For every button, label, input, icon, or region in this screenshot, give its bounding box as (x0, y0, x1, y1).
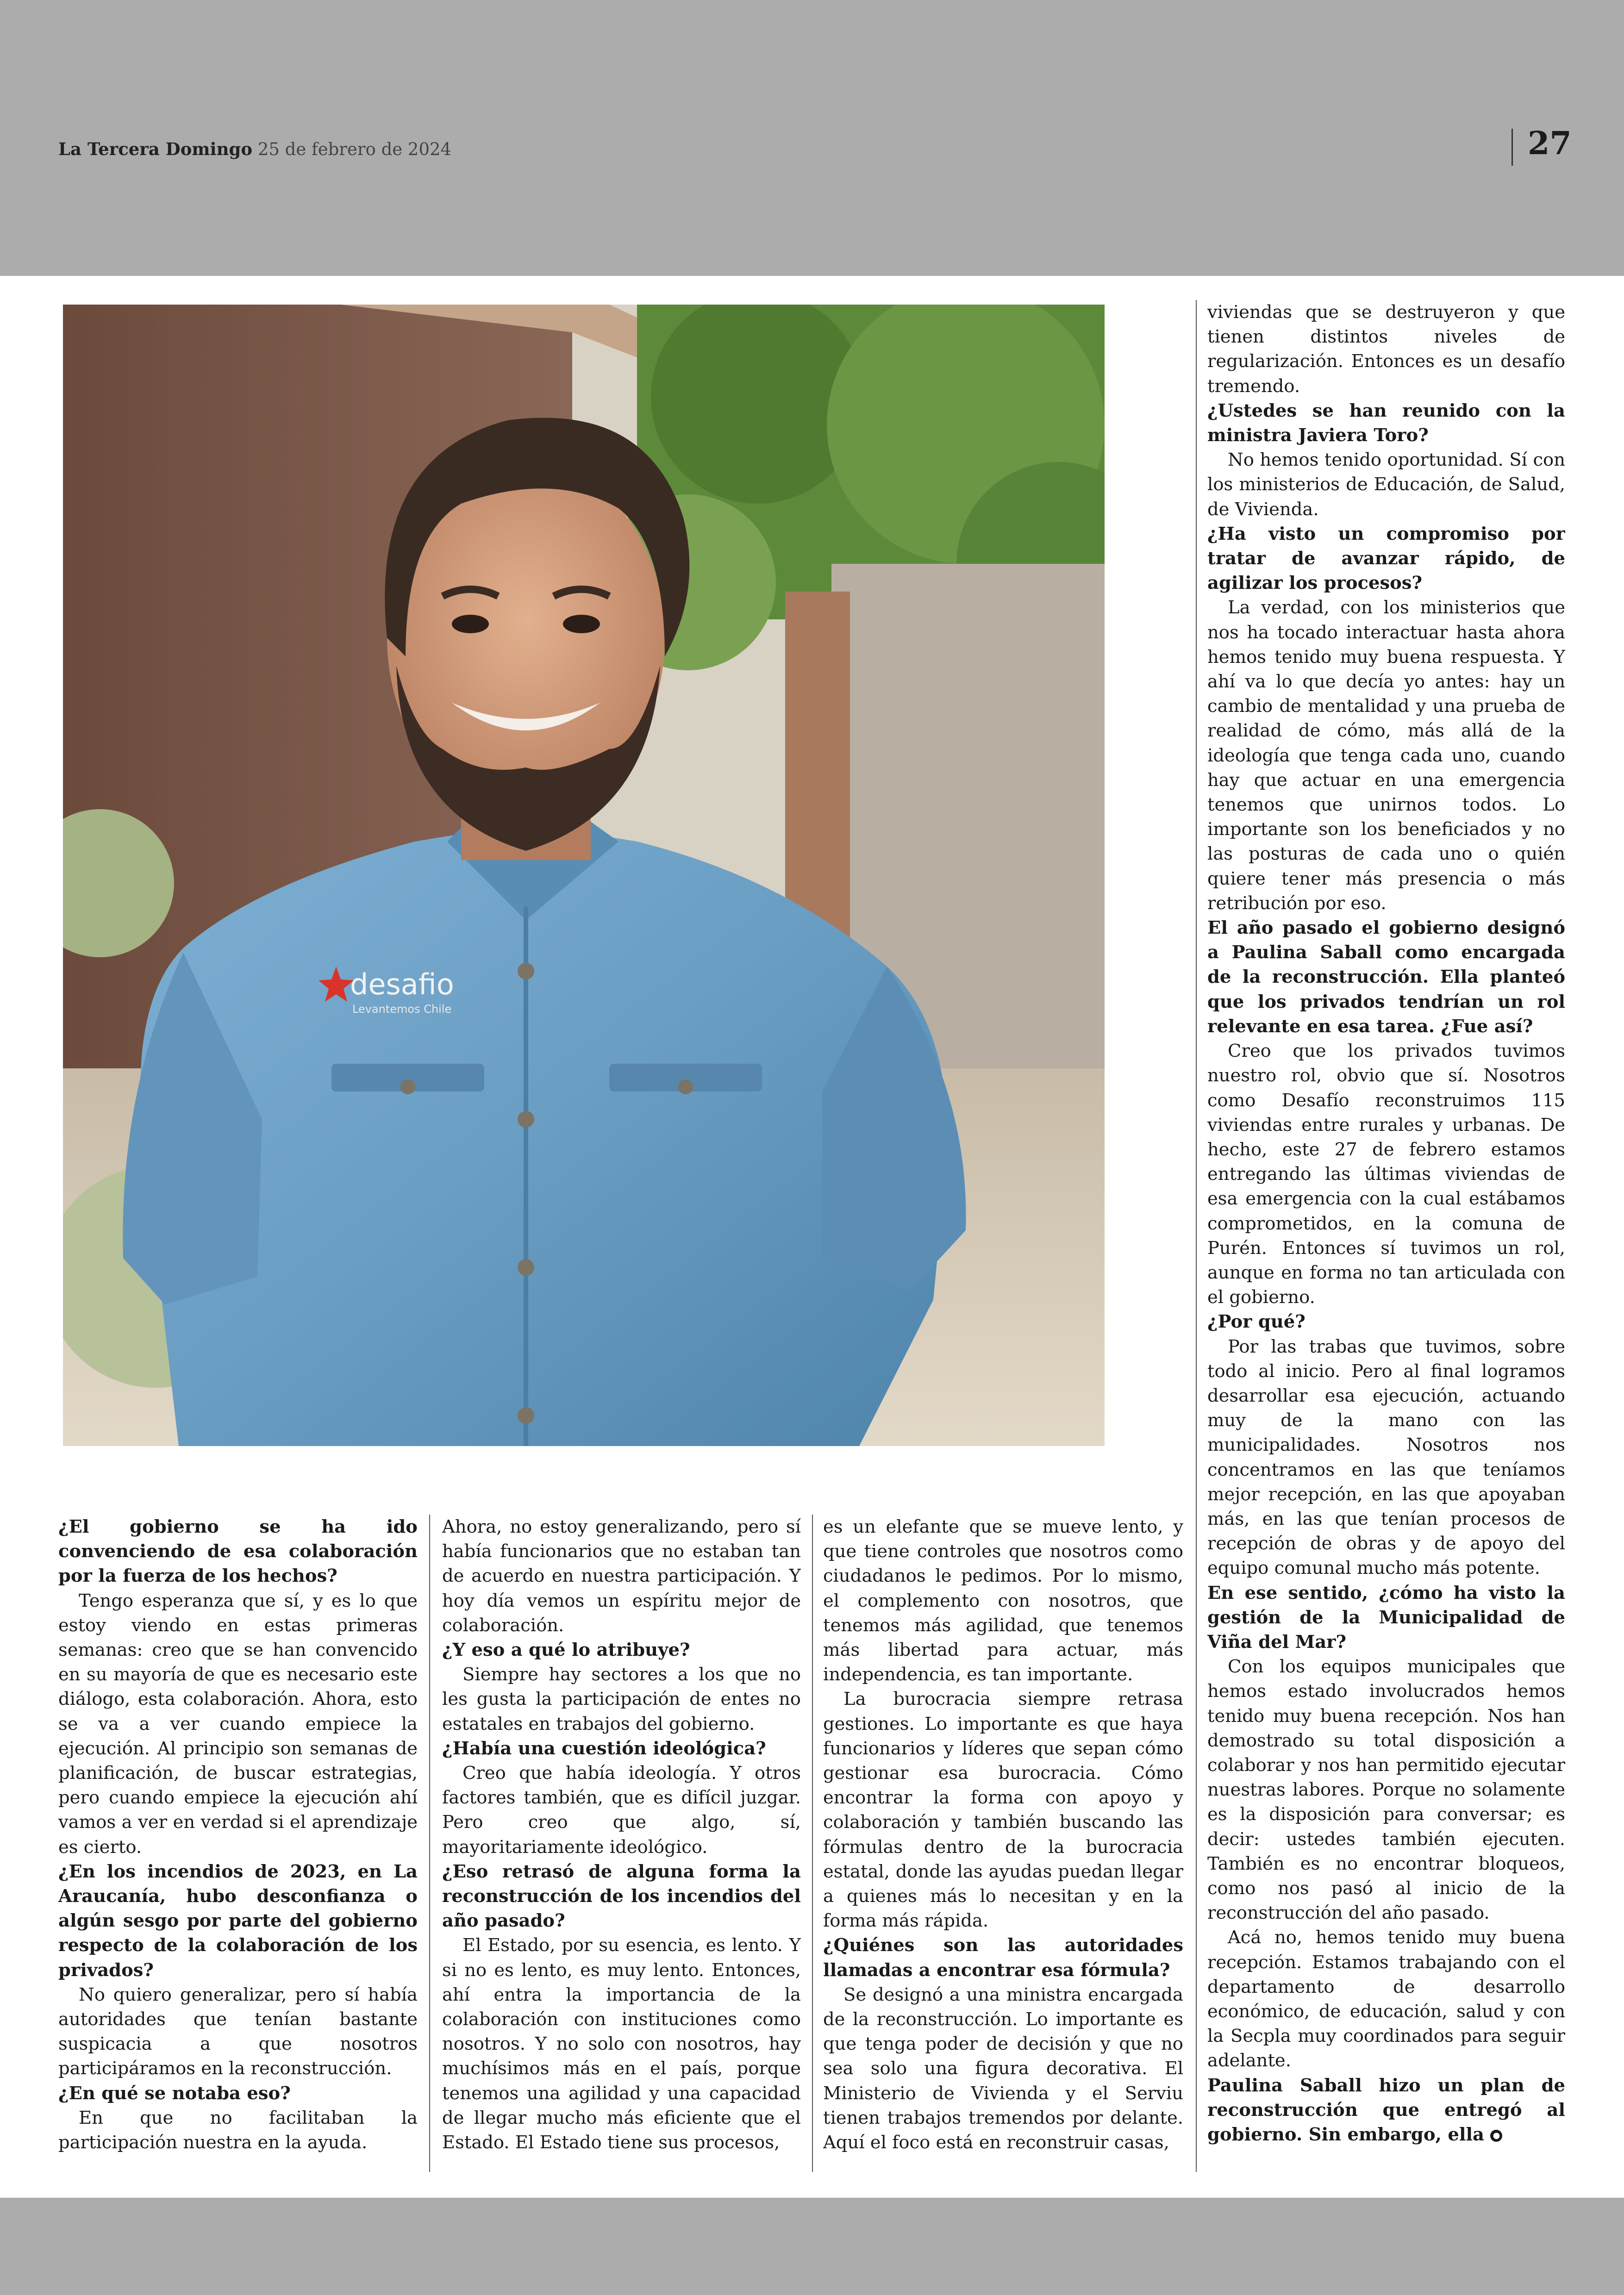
text-column-4 (1207, 300, 1565, 2170)
running-header (58, 139, 451, 159)
interview-answer: Creo que había ideología. Y otros factores también, que es difícil juzgar. Pero creo que algo, sí, mayoritariamente ideológico. (442, 1763, 801, 1858)
portrait-photo (63, 305, 1105, 1446)
interview-answer: Ahora, no estoy generalizando, pero sí había funcionarios que no estaban tan de acuerdo en nuestra participación. Y hoy día vemos un espíritu mejor de colaboración. (442, 1516, 801, 1636)
top-band (0, 0, 1624, 276)
column-flow (1207, 300, 1565, 2147)
interview-answer: Se designó a una ministra encargada de la reconstrucción. Lo importante es que tenga poder de decisión y que no sea solo una figura decorativa. El Ministerio de Vivienda y el Serviu tienen trabajos tremendos por delante. Aquí el foco está en reconstruir casas, (823, 1984, 1183, 2153)
issue-date: 25 de febrero de 2024 (257, 139, 452, 159)
shirt-logo-text: desafio (350, 967, 454, 1001)
interview-answer: Creo que los privados tuvimos nuestro rol, obvio que sí. Nosotros como Desafío reconstruimos 115 viviendas entre rurales y urbanas. De hecho, este 27 de febrero estamos entregando las últimas viviendas de esa emergencia con la cual estábamos comprometidos, en la comuna de Purén. Entonces sí tuvimos un rol, aunque en forma no tan articulada con el gobierno. (1207, 1041, 1565, 1308)
interview-question: ¿Había una cuestión ideológica? (442, 1738, 766, 1759)
page-number-rule (1512, 129, 1513, 166)
text-column-2 (442, 1515, 801, 2172)
interview-answer: Siempre hay sectores a los que no les gusta la participación de entes no estatales en trabajos del gobierno. (442, 1664, 801, 1734)
interview-answer: No hemos tenido oportunidad. Sí con los ministerios de Educación, de Salud, de Vivienda. (1207, 449, 1565, 520)
interview-answer: En que no facilitaban la participación nuestra en la ayuda. (58, 2107, 418, 2153)
interview-answer: El Estado, por su esencia, es lento. Y si no es lento, es muy lento. Entonces, ahí entra la importancia de la colaboración con instituciones como nosotros. Y no solo con nosotros, hay muchísimos más en el país, porque tenemos una agilidad y una capacidad de llegar mucho más eficiente que el Estado. El Estado tiene sus procesos, (442, 1935, 801, 2153)
interview-answer: La verdad, con los ministerios que nos ha tocado interactuar hasta ahora hemos tenido muy buena respuesta. Y ahí va lo que decía yo antes: hay un cambio de mentalidad y una prueba de realidad de cómo, más allá de la ideología que tenga cada uno, cuando hay que actuar en una emergencia tenemos que unirnos todos. Lo importante son los beneficiados y no las posturas de cada uno o quién quiere tener más presencia o más retribución por eso. (1207, 597, 1565, 914)
interview-answer: es un elefante que se mueve lento, y que tiene controles que nosotros como ciudadanos le pedimos. Por lo mismo, el complemento con nosotros, que tenemos más agilidad, que tenemos más libertad para actuar, más independencia, es tan importante. (823, 1516, 1183, 1685)
column-flow (823, 1515, 1183, 2155)
interview-question: ¿Por qué? (1207, 1311, 1305, 1333)
interview-question: ¿Quiénes son las autoridades llamadas a encontrar esa fórmula? (823, 1935, 1183, 1981)
interview-question: ¿Y eso a qué lo atribuye? (442, 1640, 690, 1661)
shirt-logo-subtext: Levantemos Chile (352, 1003, 452, 1016)
interview-question: El año pasado el gobierno designó a Paulina Saball como encargada de la reconstrucción. Ella planteó que los privados tendrían un rol relevante en esa tarea. ¿Fue así? (1207, 917, 1565, 1037)
interview-question: ¿Eso retrasó de alguna forma la reconstrucción de los incendios del año pasado? (442, 1861, 801, 1932)
interview-answer: No quiero generalizar, pero sí había autoridades que tenían bastante suspicacia a que nosotros participáramos en la reconstrucción. (58, 1984, 418, 2079)
page-number: 27 (1528, 125, 1572, 162)
column-flow (58, 1515, 418, 2155)
column-rule-3 (1196, 300, 1197, 2172)
interview-answer: Con los equipos municipales que hemos estado involucrados hemos tenido muy buena recepción. Nos han demostrado su total disposición a colaborar y nos han permitido ejecutar nuestras labores. Porque no solamente es la disposición para conversar; es decir: ustedes también ejecuten. También es no encontrar bloqueos, como nos pasó al inicio de la reconstrucción del año pasado. (1207, 1656, 1565, 1924)
interview-answer: Por las trabas que tuvimos, sobre todo al inicio. Pero al final logramos desarrollar esa ejecución, actuando muy de la mano con las municipalidades. Nosotros nos concentramos en las que teníamos mejor recepción, en las que apoyaban más, en las que tenían procesos de recepción de obras y de apoyo del equipo comunal mucho más potente. (1207, 1336, 1565, 1579)
interview-question: En ese sentido, ¿cómo ha visto la gestión de la Municipalidad de Viña del Mar? (1207, 1582, 1565, 1653)
column-rule-2 (812, 1515, 813, 2172)
publication-name: La Tercera Domingo (58, 139, 253, 159)
interview-question: ¿En qué se notaba eso? (58, 2083, 291, 2104)
interview-question: ¿En los incendios de 2023, en La Araucanía, hubo desconfianza o algún sesgo por parte del gobierno respecto de la colaboración de los privados? (58, 1861, 418, 1981)
interview-answer: Tengo esperanza que sí, y es lo que estoy viendo en estas primeras semanas: creo que se han convencido en su mayoría de que es necesario este diálogo, esta colaboración. Ahora, esto se va a ver cuando empiece la ejecución. Al principio son semanas de planificación, de buscar estrategias, pero cuando empiece la ejecución ahí vamos a ver en verdad si el aprendizaje es cierto. (58, 1590, 418, 1858)
portrait-illustration (63, 305, 1105, 1446)
text-column-1 (58, 1515, 418, 2172)
interview-question: ¿Ha visto un compromiso por tratar de avanzar rápido, de agilizar los procesos? (1207, 523, 1565, 594)
interview-answer: viviendas que se destruyeron y que tienen distintos niveles de regularización. Entonces es un desafío tremendo. (1207, 302, 1565, 397)
column-rule-1 (429, 1515, 430, 2172)
text-column-3 (823, 1515, 1183, 2172)
interview-question: ¿El gobierno se ha ido convenciendo de esa colaboración por la fuerza de los hechos? (58, 1516, 418, 1587)
end-of-article-icon: ● (1490, 2130, 1502, 2142)
interview-question: Paulina Saball hizo un plan de reconstrucción que entregó al gobierno. Sin embargo, ella ● (1207, 2075, 1565, 2145)
interview-question: ¿Ustedes se han reunido con la ministra Javiera Toro? (1207, 400, 1565, 446)
column-flow (442, 1515, 801, 2155)
interview-answer: Acá no, hemos tenido muy buena recepción. Estamos trabajando con el departamento de desarrollo económico, de educación, salud y con la Secpla muy coordinados para seguir adelante. (1207, 1927, 1565, 2071)
interview-answer: La burocracia siempre retrasa gestiones. Lo importante es que haya funcionarios y líderes que sepan cómo gestionar esa burocracia. Cómo encontrar la forma con apoyo y colaboración y también buscando las fórmulas dentro de la burocracia estatal, donde las ayudas puedan llegar a quienes más lo necesitan y en la forma más rápida. (823, 1689, 1183, 1932)
bottom-band (0, 2198, 1624, 2295)
